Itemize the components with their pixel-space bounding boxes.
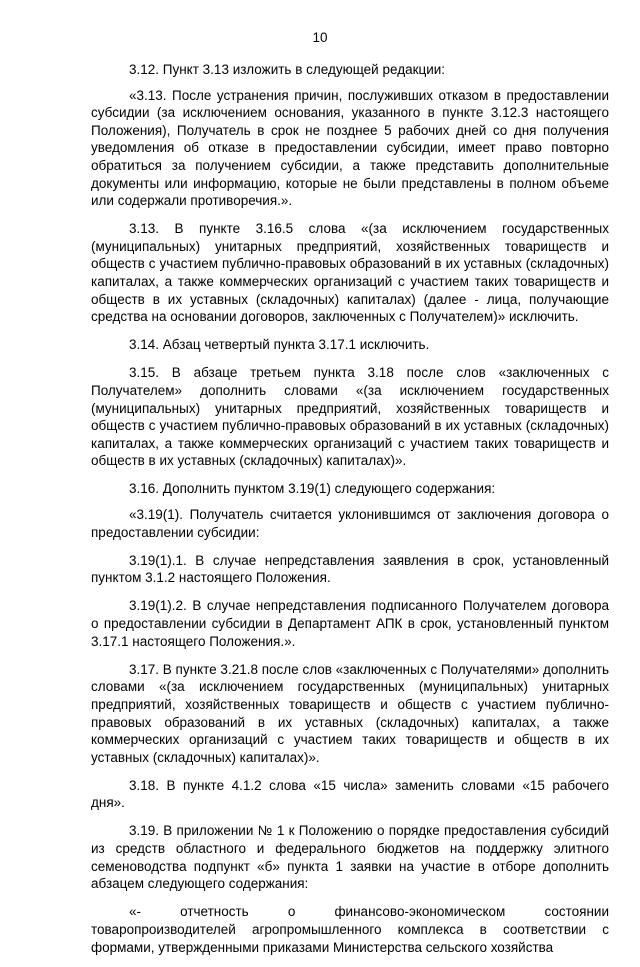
paragraph-reporting: «- отчетность о финансово-экономическом состоянии товаропроизводителей агропромышленного комплекса в соответствии с формами, утвержденными приказами Министерства сельского хозяйства (91, 904, 609, 955)
paragraph-3-15: 3.15. В абзаце третьем пункта 3.18 после слов «заключенных с Получателем» дополнить словами «(за исключением государственных (муниципальных) унитарных предприятий, хозяйственных товариществ и обществ с участием публично-правовых образований в их уставных (складочных) капиталах, а также коммерческих организаций с участием таких товариществ и обществ в их уставных (складочных) капиталах)». (91, 365, 609, 469)
paragraph-3-13-quote: «3.13. После устранения причин, послуживших отказом в предоставлении субсидии (за исключением основания, указанного в пункте 3.12.3 настоящего Положения), Получатель в срок не позднее 5 рабочих дней со дня получения уведомления об отказе в предоставлении субсидии, имеет право повторно обратиться за получением субсидии, а также представить дополнительные документы или информацию, которые не были представлены в полном объеме или содержали противоречия.». (91, 87, 609, 209)
paragraph-3-19-1: «3.19(1). Получатель считается уклонившимся от заключения договора о предоставлении субсидии: (91, 507, 609, 540)
paragraph-3-19-1-1: 3.19(1).1. В случае непредставления заявления в срок, установленный пунктом 3.1.2 настоящего Положения. (91, 552, 609, 586)
document-body (91, 61, 609, 967)
paragraph-3-18: 3.18. В пункте 4.1.2 слова «15 числа» заменить словами «15 рабочего дня». (91, 777, 609, 811)
paragraph-3-16: 3.16. Дополнить пунктом 3.19(1) следующего содержания: (129, 481, 496, 497)
page-number: 10 (312, 30, 328, 45)
paragraph-3-19: 3.19. В приложении № 1 к Положению о порядке предоставления субсидий из средств областного и федерального бюджетов на поддержку элитного семеноводства подпункт «б» пункта 1 заявки на участие в отборе дополнить абзацем следующего содержания: (91, 823, 609, 892)
paragraph-3-19-1-2: 3.19(1).2. В случае непредставления подписанного Получателем договора о предоставлении субсидии в Департамент АПК в срок, установленный пунктом 3.17.1 настоящего Положения.». (91, 598, 609, 649)
paragraph-3-17: 3.17. В пункте 3.21.8 после слов «заключенных с Получателями» дополнить словами «(за исключением государственных (муниципальных) унитарных предприятий, хозяйственных товариществ и обществ с участием публично-правовых образований в их уставных (складочных) капиталах, а также коммерческих организаций с участием таких товариществ и обществ в их уставных (складочных) капиталах)». (91, 661, 609, 765)
paragraph-3-12: 3.12. Пункт 3.13 изложить в следующей редакции: (129, 62, 446, 77)
paragraph-3-13: 3.13. В пункте 3.16.5 слова «(за исключением государственных (муниципальных) унитарных предприятий, хозяйственных товариществ и обществ с участием публично-правовых образований в их уставных (складочных) капиталах, а также коммерческих организаций с участием таких товариществ и обществ в их уставных (складочных) капиталах) (далее - лица, получающие средства на основании договоров, заключенных с Получателем)» исключить. (91, 221, 609, 325)
paragraph-3-14: 3.14. Абзац четвертый пункта 3.17.1 исключить. (129, 337, 430, 353)
